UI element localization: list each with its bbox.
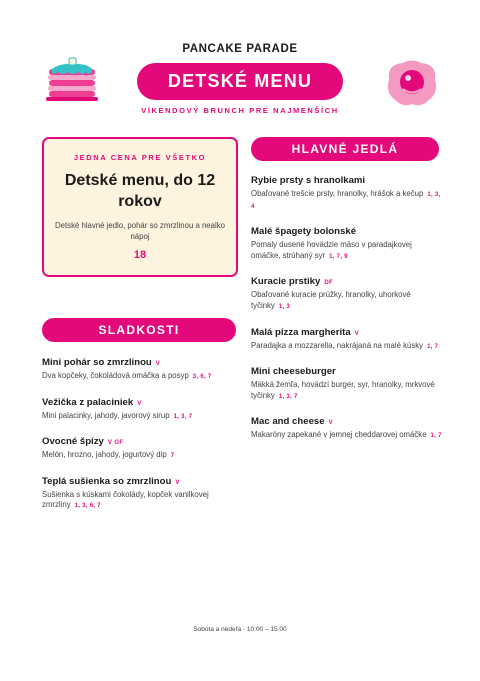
menu-item [251, 361, 443, 402]
item-allergens: 1, 3, 7 [278, 393, 298, 400]
pancake-stack-icon [42, 55, 102, 103]
price-card [42, 137, 238, 277]
mains-list [251, 170, 443, 451]
price-card-heading: Detské menu, do 12 rokov [64, 172, 216, 210]
item-diet-tags: V [137, 400, 142, 407]
item-allergens: 1, 7, 9 [329, 253, 348, 260]
item-description: Melón, hrozno, jahody, jogurtový dip [42, 450, 167, 460]
menu-item [42, 392, 242, 423]
item-name: Mac and cheese [251, 416, 325, 428]
item-diet-tags: DF [324, 280, 334, 287]
item-description: Obaľované trešcie prsty, hranolky, hrášok a kečup [251, 189, 424, 198]
menu-item [251, 322, 443, 353]
item-name: Malé špagety bolonské [251, 226, 357, 238]
item-description: Dva kopčeky, čokoládová omáčka a posyp [42, 371, 189, 380]
opening-hours: Sobota a nedeľa · 10:00 – 15:00 [193, 626, 287, 633]
menu-item [251, 221, 443, 262]
item-allergens: 3, 6, 7 [192, 374, 212, 380]
item-diet-tags: V [155, 361, 161, 367]
item-diet-tags: V [328, 420, 333, 427]
item-name: Mini pohár so zmrzlinou [42, 357, 152, 368]
section-heading-sweets: SLADKOSTI [42, 318, 236, 342]
item-description: Sušienka s kúskami čokolády, kopček vanilkovej zmrzliny [42, 489, 209, 510]
donut-icon [383, 58, 441, 108]
section-heading-mains: HLAVNÉ JEDLÁ [251, 137, 439, 161]
item-allergens: 1, 3, 4 [251, 192, 441, 210]
item-allergens: 7 [170, 453, 175, 460]
item-allergens: 1, 7 [430, 433, 442, 440]
item-diet-tags: V GF [107, 440, 124, 447]
item-name: Ovocné špízy [42, 436, 104, 448]
item-name: Mini cheeseburger [251, 366, 336, 378]
item-name: Rybie prsty s hranolkami [251, 175, 366, 186]
menu-item [42, 471, 242, 512]
item-allergens: 1, 3, 6, 7 [74, 503, 101, 510]
item-description: Pomaly dusené hovädzie mäso v paradajkovej omáčke, strúhaný syr [251, 240, 412, 260]
item-allergens: 1, 3, 7 [173, 413, 193, 420]
item-allergens: 1, 7 [427, 343, 439, 350]
item-description: Makaróny zapekané v jemnej cheddarovej omáčke [251, 430, 427, 440]
price-value: 18 [133, 249, 147, 261]
item-name: Teplá sušienka so zmrzlinou [42, 475, 172, 487]
item-name: Vežička z palaciniek [42, 396, 134, 408]
page-subtitle: VÍKENDOVÝ BRUNCH PRE NAJMENŠÍCH [141, 106, 339, 115]
menu-item [42, 431, 242, 462]
item-diet-tags: V [354, 330, 360, 337]
item-description: Mäkká žemľa, hovädzí burger, syr, hranolky, mrkvové tyčinky [251, 380, 435, 400]
menu-item [251, 411, 443, 442]
page-title: DETSKÉ MENU [137, 63, 343, 100]
item-name: Malá pizza margherita [251, 326, 351, 338]
item-description: Mini palacinky, jahody, javorový sirup [42, 410, 170, 420]
item-diet-tags: V [175, 479, 180, 486]
item-name: Kuracie prstiky [251, 276, 321, 288]
item-description: Obaľované kuracie prúžky, hranolky, uhorkové tyčinky [251, 290, 411, 310]
menu-item [251, 170, 443, 212]
price-card-description: Detské hlavné jedlo, pohár so zmrzlinou a nealko nápoj [55, 221, 225, 241]
item-allergens: 1, 3 [278, 303, 291, 310]
price-card-kicker: JEDNA CENA PRE VŠETKO [73, 153, 207, 162]
menu-item [42, 352, 242, 383]
sweets-list [42, 352, 242, 521]
menu-item [251, 271, 443, 312]
item-description: Paradajka a mozzarella, nakrájaná na malé kúsky [251, 340, 424, 350]
brand-name: PANCAKE PARADE [182, 43, 298, 55]
